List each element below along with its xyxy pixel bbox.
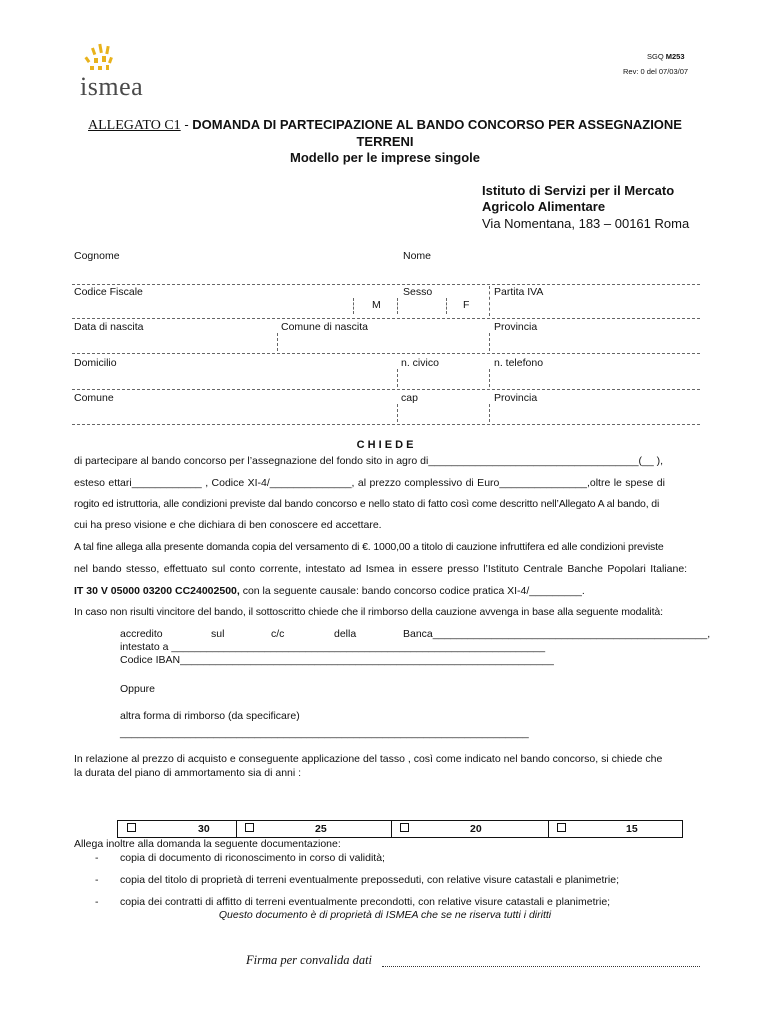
- domicilio-label: Domicilio: [74, 357, 117, 369]
- causale-text: con la seguente causale: bando concorso codice pratica XI-4/_________.: [239, 585, 585, 597]
- doc-code-prefix: SGQ: [647, 52, 664, 61]
- para-line-3: rogito ed istruttoria, alle condizioni previste dal bando concorso e nello stato di fatto così come descritto nell’Allegato A al bando, di: [74, 498, 660, 510]
- checkbox-icon: [127, 823, 136, 832]
- altra-forma-label: altra forma di rimborso (da specificare): [120, 710, 300, 722]
- partita-iva-label: Partita IVA: [494, 286, 544, 298]
- refund-iban[interactable]: Codice IBAN________________________________________________________________: [120, 654, 554, 666]
- comune-nascita-field[interactable]: [280, 333, 487, 351]
- year-25-checkbox[interactable]: [245, 821, 254, 837]
- attachment-label: ALLEGATO C1: [88, 118, 181, 133]
- firma-signature-line[interactable]: [382, 966, 700, 967]
- doc-item-2: copia del titolo di proprietà di terreni eventualmente preposseduti, con relative visure catastali e planimetrie;: [120, 874, 620, 886]
- year-15-label: 15: [626, 823, 638, 835]
- para-line-5: A tal fine allega alla presente domanda copia del versamento di €. 1000,00 a titolo di cauzione infruttifera ed alle condizioni previste: [74, 541, 664, 553]
- year-30-checkbox[interactable]: [127, 821, 136, 837]
- ismea-logo: [78, 42, 178, 101]
- cognome-label: Cognome: [74, 250, 120, 262]
- para-line-6: nel bando stesso, effettuato sul conto corrente, intestato ad Ismea in essere presso l’Istituto Centrale Banche Popolari Italiane:: [74, 563, 688, 575]
- sex-f-option[interactable]: F: [463, 299, 470, 311]
- civico-label: n. civico: [401, 357, 439, 369]
- year-20-checkbox[interactable]: [400, 821, 409, 837]
- revision: Rev: 0 del 07/03/07: [623, 67, 689, 76]
- doc-item-3: copia dei contratti di affitto di terreni eventualmente precondotti, con relative visure catastali e planimetrie;: [120, 896, 611, 908]
- doc-code-number: M253: [665, 52, 685, 61]
- nome-field[interactable]: [401, 262, 699, 282]
- allega-label: Allega inoltre alla domanda la seguente documentazione:: [74, 838, 341, 850]
- altra-forma-field[interactable]: ______________________________________________________________________: [120, 727, 529, 739]
- comune-field[interactable]: [73, 404, 395, 422]
- para-line-4: cui ha preso visione e che dichiara di ben conoscere ed accettare.: [74, 519, 382, 531]
- refund-accredito: accredito: [120, 628, 163, 640]
- doc-bullet-2: -: [95, 874, 99, 886]
- refund-banca[interactable]: Banca_______________________________________________,: [403, 628, 711, 640]
- telefono-label: n. telefono: [494, 357, 544, 369]
- domicilio-field[interactable]: [73, 369, 395, 387]
- year-15-checkbox[interactable]: [557, 821, 566, 837]
- year-25-label: 25: [315, 823, 327, 835]
- data-nascita-label: Data di nascita: [74, 321, 144, 333]
- recipient-address: Via Nomentana, 183 – 00161 Roma: [482, 216, 690, 231]
- cognome-field[interactable]: [73, 262, 398, 282]
- comune-label: Comune: [74, 392, 114, 404]
- refund-cc: c/c: [271, 628, 285, 640]
- partita-iva-field[interactable]: [492, 298, 699, 316]
- title-separator: -: [184, 117, 189, 132]
- checkbox-icon: [557, 823, 566, 832]
- title-line1: [0, 117, 770, 134]
- para-line-10: la durata del piano di ammortamento sia di anni :: [74, 767, 302, 779]
- para-line-9: In relazione al prezzo di acquisto e conseguente applicazione del tasso , così come indicato nel bando concorso, si chiede che: [74, 753, 663, 765]
- duration-choice-table: [117, 820, 683, 838]
- title-line2: TERRENI: [356, 134, 414, 149]
- iban-text: IT 30 V 05000 03200 CC24002500,: [74, 585, 240, 597]
- checkbox-icon: [400, 823, 409, 832]
- doc-bullet-3: -: [95, 896, 99, 908]
- provincia2-label: Provincia: [494, 392, 538, 404]
- refund-intestato[interactable]: intestato a ________________________________________________________________: [120, 641, 546, 653]
- recipient-line2: Agricolo Alimentare: [482, 199, 606, 214]
- page-subtitle: Modello per le imprese singole: [290, 150, 480, 165]
- para-line-1: di partecipare al bando concorso per l’assegnazione del fondo sito in agro di____________________________________(__ ),: [74, 455, 664, 467]
- firma-label: Firma per convalida dati: [246, 953, 373, 967]
- chiede-heading: C H I E D E: [356, 439, 414, 451]
- logo-text: ismea: [80, 72, 144, 101]
- doc-bullet-1: -: [95, 852, 99, 864]
- cap-field[interactable]: [400, 404, 487, 422]
- provincia-field[interactable]: [492, 333, 699, 351]
- year-20-label: 20: [470, 823, 482, 835]
- provincia-label: Provincia: [494, 321, 538, 333]
- doc-item-1: copia di documento di riconoscimento in corso di validità;: [120, 852, 385, 864]
- para-line-7: [74, 585, 585, 597]
- cap-label: cap: [401, 392, 418, 404]
- codice-fiscale-label: Codice Fiscale: [74, 286, 143, 298]
- codice-fiscale-field[interactable]: [73, 298, 353, 316]
- comune-nascita-label: Comune di nascita: [281, 321, 368, 333]
- oppure-label: Oppure: [120, 683, 156, 695]
- sex-m-option[interactable]: M: [372, 299, 381, 311]
- civico-field[interactable]: [400, 369, 487, 387]
- recipient-line1: Istituto di Servizi per il Mercato: [482, 183, 675, 198]
- nome-label: Nome: [403, 250, 432, 262]
- ownership-note: Questo documento è di proprietà di ISMEA che se ne riserva tutti i diritti: [218, 909, 552, 921]
- refund-sul: sul: [211, 628, 225, 640]
- para-line-2: esteso ettari____________ , Codice XI-4/______________, al prezzo complessivo di Euro_______________,oltre le spese di: [74, 477, 665, 489]
- telefono-field[interactable]: [492, 369, 699, 387]
- checkbox-icon: [245, 823, 254, 832]
- year-30-label: 30: [198, 823, 210, 835]
- title-text: DOMANDA DI PARTECIPAZIONE AL BANDO CONCORSO PER ASSEGNAZIONE: [192, 117, 682, 132]
- data-nascita-field[interactable]: [73, 333, 275, 351]
- sesso-label: Sesso: [403, 286, 433, 298]
- para-line-8: In caso non risulti vincitore del bando, il sottoscritto chiede che il rimborso della cauzione avvenga in base alla seguente modalità:: [74, 606, 663, 618]
- doc-code: [647, 52, 685, 61]
- refund-della: della: [334, 628, 357, 640]
- provincia2-field[interactable]: [492, 404, 699, 422]
